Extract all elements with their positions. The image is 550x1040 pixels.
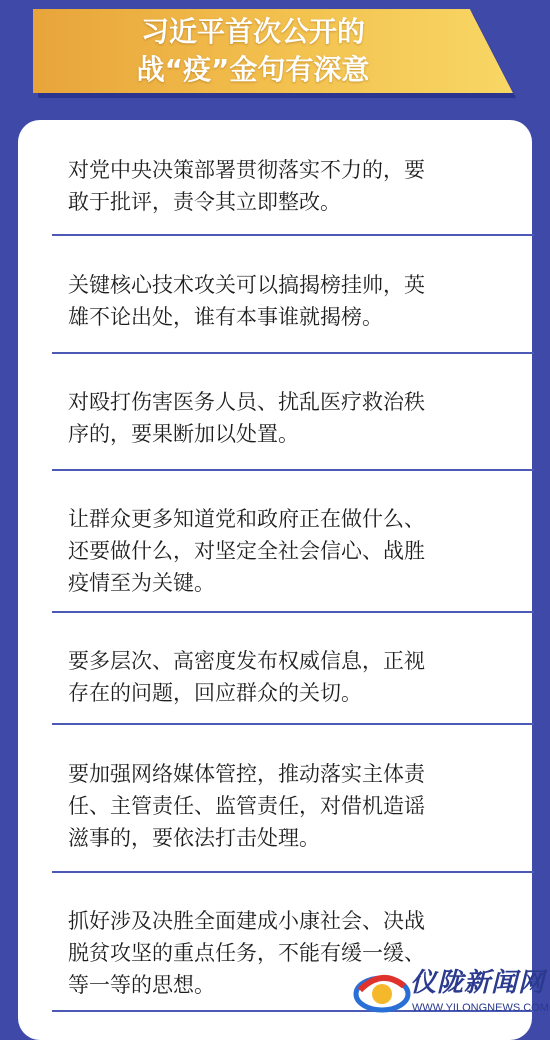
quote-line: 还要做什么，对坚定全社会信心、战胜 bbox=[68, 539, 425, 563]
quote-line: 任、主管责任、监管责任，对借机造谣 bbox=[68, 794, 425, 818]
title-line-2: 战“疫”金句有深意 bbox=[136, 53, 370, 86]
quote-line: 疫情至为关键。 bbox=[68, 571, 215, 595]
logo-swirl-icon bbox=[352, 960, 412, 1020]
logo-url: WWW.YILONGNEWS.COM bbox=[412, 1002, 549, 1014]
quote-line: 脱贫攻坚的重点任务，不能有缓一缓、 bbox=[68, 941, 425, 965]
quote-line: 抓好涉及决胜全面建成小康社会、决战 bbox=[68, 909, 425, 933]
header-banner bbox=[0, 0, 550, 110]
quote-line: 要加强网络媒体管控，推动落实主体责 bbox=[68, 762, 425, 786]
quote-line: 序的，要果断加以处置。 bbox=[68, 422, 299, 446]
quote-item-3 bbox=[68, 386, 528, 450]
quote-item-5 bbox=[68, 645, 528, 709]
quote-line: 对殴打伤害医务人员、扰乱医疗救治秩 bbox=[68, 390, 425, 414]
quote-item-2 bbox=[68, 269, 528, 333]
divider bbox=[52, 611, 534, 613]
quote-line: 等一等的思想。 bbox=[68, 973, 215, 997]
title-line-1: 习近平首次公开的 bbox=[140, 15, 365, 48]
divider bbox=[52, 352, 534, 354]
divider bbox=[52, 723, 534, 725]
quote-line: 关键核心技术攻关可以搞揭榜挂帅，英 bbox=[68, 273, 425, 297]
page-title bbox=[33, 13, 473, 89]
quote-item-1 bbox=[68, 154, 528, 218]
quote-item-6 bbox=[68, 758, 528, 854]
logo-name: 仪陇新闻网 bbox=[410, 968, 546, 998]
quote-line: 雄不论出处，谁有本事谁就揭榜。 bbox=[68, 305, 383, 329]
divider bbox=[52, 469, 534, 471]
quote-line: 存在的问题，回应群众的关切。 bbox=[68, 681, 362, 705]
divider bbox=[52, 234, 534, 236]
quote-item-4 bbox=[68, 503, 528, 599]
quote-line: 对党中央决策部署贯彻落实不力的，要 bbox=[68, 158, 425, 182]
quote-line: 要多层次、高密度发布权威信息，正视 bbox=[68, 649, 425, 673]
quote-line: 滋事的，要依法打击处理。 bbox=[68, 826, 320, 850]
quotes-card bbox=[18, 120, 532, 1040]
quote-line: 敢于批评，责令其立即整改。 bbox=[68, 190, 341, 214]
divider bbox=[52, 871, 534, 873]
site-logo bbox=[352, 958, 550, 1025]
quote-line: 让群众更多知道党和政府正在做什么、 bbox=[68, 507, 425, 531]
